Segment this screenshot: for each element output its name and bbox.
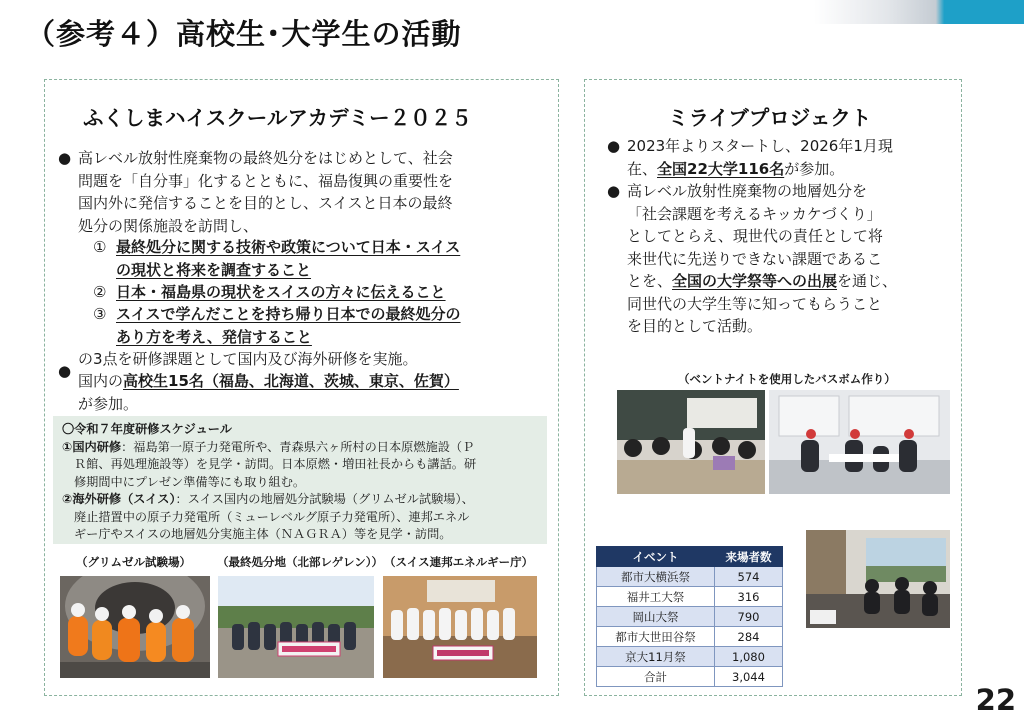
event-name-cell: 岡山大祭 bbox=[597, 607, 715, 627]
intro-line: 処分の関係施設を訪問し、 bbox=[78, 216, 259, 235]
start-pre: 在、 bbox=[627, 159, 658, 178]
photo-caption-energy-office: （スイス連邦エネルギー庁） bbox=[384, 555, 534, 569]
research-item-2 bbox=[116, 281, 446, 304]
header-accent-bar bbox=[814, 0, 1024, 24]
grimsel-tunnel-photo bbox=[60, 576, 210, 678]
item-line: スイスで学んだことを持ち帰り日本での最終処分の bbox=[116, 305, 461, 323]
purpose-line: を目的として活動。 bbox=[627, 317, 763, 335]
participants-emph: 高校生15名（福島、北海道、茨城、東京、佐賀） bbox=[123, 372, 459, 390]
academy-heading: ふくしまハイスクールアカデミー２０２５ bbox=[83, 106, 472, 130]
bullet-dot-icon: ● bbox=[607, 182, 621, 200]
item-number: ③ bbox=[93, 305, 107, 323]
purpose-post: を通じ、 bbox=[837, 272, 898, 290]
visitor-count-cell: 316 bbox=[714, 587, 782, 607]
participants-bullet bbox=[58, 360, 548, 415]
event-name-cell: 福井工大祭 bbox=[597, 587, 715, 607]
booth-exhibition-photo bbox=[806, 530, 950, 628]
event-name-cell: 都市大世田谷祭 bbox=[597, 627, 715, 647]
domestic-line: Ｒ館、再処理施設等）を見学・訪問。日本原燃・増田社長からも講話。研 bbox=[74, 457, 477, 471]
event-name-cell: 京大11月祭 bbox=[597, 647, 715, 667]
start-line: 2023年よりスタートし、2026年1月現 bbox=[627, 137, 893, 155]
purpose-line-5 bbox=[627, 270, 952, 293]
domestic-line: ：福島第一原子力発電所や、青森県六ヶ所村の日本原燃施設（Ｐ bbox=[121, 439, 475, 454]
training-schedule-box bbox=[53, 416, 547, 544]
schedule-title: 〇令和７年度研修スケジュール bbox=[62, 422, 232, 436]
purpose-line: 「社会課題を考えるキッカケづくり」 bbox=[627, 204, 882, 223]
overseas-line: ：スイス国内の地層処分試験場（グリムゼル試験場）、 bbox=[175, 492, 474, 506]
total-value-cell: 3,044 bbox=[714, 667, 782, 687]
schedule-overseas bbox=[62, 491, 538, 509]
bullet-dot-icon: ● bbox=[58, 149, 72, 167]
table-row bbox=[597, 647, 783, 667]
event-visitors-table bbox=[596, 546, 783, 687]
total-label-cell: 合計 bbox=[597, 667, 715, 687]
participants-post: が参加。 bbox=[78, 394, 139, 413]
table-row bbox=[597, 627, 783, 647]
overseas-line: 廃止措置中の原子力発電所（ミューレベルグ原子力発電所）、連邦エネル bbox=[74, 509, 470, 524]
item-line: 日本・福島県の現状をスイスの方々に伝えること bbox=[116, 283, 446, 301]
start-emph: 全国22大学116名 bbox=[657, 159, 785, 178]
domestic-line: 修期間中にプレゼン準備等にも取り組む。 bbox=[74, 474, 306, 489]
start-post: が参加。 bbox=[784, 159, 845, 178]
overseas-label: ②海外研修（スイス） bbox=[62, 492, 176, 506]
bath-bomb-workshop-photo-2 bbox=[769, 390, 950, 494]
page-number: 22 bbox=[975, 683, 1016, 717]
schedule-domestic bbox=[62, 439, 538, 457]
event-name-cell: 都市大横浜祭 bbox=[597, 567, 715, 587]
start-line-2 bbox=[627, 158, 952, 181]
participants-line bbox=[78, 360, 548, 393]
bullet-dot-icon: ● bbox=[58, 362, 72, 380]
visitor-count-cell: 284 bbox=[714, 627, 782, 647]
item-number: ① bbox=[93, 238, 107, 256]
bullet-dot-icon: ● bbox=[607, 137, 621, 155]
purpose-line: 来世代に先送りできない課題であるこ bbox=[627, 249, 883, 268]
table-row bbox=[597, 567, 783, 587]
visitor-count-cell: 574 bbox=[714, 567, 782, 587]
photo-caption-grimsel: （グリムゼル試験場） bbox=[76, 555, 191, 569]
visitor-count-cell: 1,080 bbox=[714, 647, 782, 667]
domestic-label: ①国内研修 bbox=[62, 439, 122, 454]
item-line: 最終処分に関する技術や政策について日本・スイス bbox=[116, 238, 461, 256]
intro-line: 国内外に発信することを目的とし、スイスと日本の最終 bbox=[78, 194, 453, 212]
table-row bbox=[597, 587, 783, 607]
page-title: （参考４）高校生･大学生の活動 bbox=[26, 17, 462, 51]
event-column-header: イベント bbox=[597, 547, 715, 567]
visitor-count-cell: 790 bbox=[714, 607, 782, 627]
research-item-1 bbox=[116, 236, 460, 281]
intro-line: 高レベル放射性廃棄物の最終処分をはじめとして、社会 bbox=[78, 149, 453, 167]
purpose-pre: とを、 bbox=[627, 272, 673, 290]
overseas-line: ギー庁やスイスの地層処分実施主体（ＮＡＧＲＡ）等を見学・訪問。 bbox=[74, 527, 452, 541]
visitors-column-header: 来場者数 bbox=[714, 547, 782, 567]
photo-caption-disposal-site: （最終処分地（北部レゲレン）） bbox=[217, 555, 384, 569]
mirai-start-bullet bbox=[607, 135, 952, 180]
table-total-row bbox=[597, 667, 783, 687]
purpose-line: としてとらえ、現世代の責任として将 bbox=[627, 227, 883, 245]
item-line: あり方を考え、発信すること bbox=[116, 327, 312, 346]
purpose-line: 同世代の大学生等に知ってもらうこと bbox=[627, 294, 883, 313]
purpose-emph: 全国の大学祭等への出展 bbox=[672, 272, 838, 290]
item-line: の現状と将来を調査すること bbox=[116, 260, 312, 279]
bath-bomb-workshop-photo-1 bbox=[617, 390, 765, 494]
bath-bomb-caption: （ベントナイトを使用したバスボム作り） bbox=[678, 372, 896, 386]
mirai-heading: ミライブプロジェクト bbox=[668, 106, 872, 130]
mirai-purpose-bullet bbox=[607, 180, 952, 338]
participants-pre: 国内の bbox=[78, 372, 124, 390]
disposal-site-group-photo bbox=[218, 576, 374, 678]
academy-outro: の3点を研修課題として国内及び海外研修を実施。 bbox=[78, 350, 418, 368]
table-row bbox=[597, 607, 783, 627]
energy-office-group-photo bbox=[383, 576, 537, 678]
table-header-row bbox=[597, 547, 783, 567]
intro-line: 問題を「自分事」化するとともに、福島復興の重要性を bbox=[78, 171, 454, 190]
research-item-3 bbox=[116, 303, 461, 348]
item-number: ② bbox=[93, 283, 107, 301]
academy-intro-bullet bbox=[58, 147, 548, 237]
purpose-line: 高レベル放射性廃棄物の地層処分を bbox=[627, 182, 868, 200]
